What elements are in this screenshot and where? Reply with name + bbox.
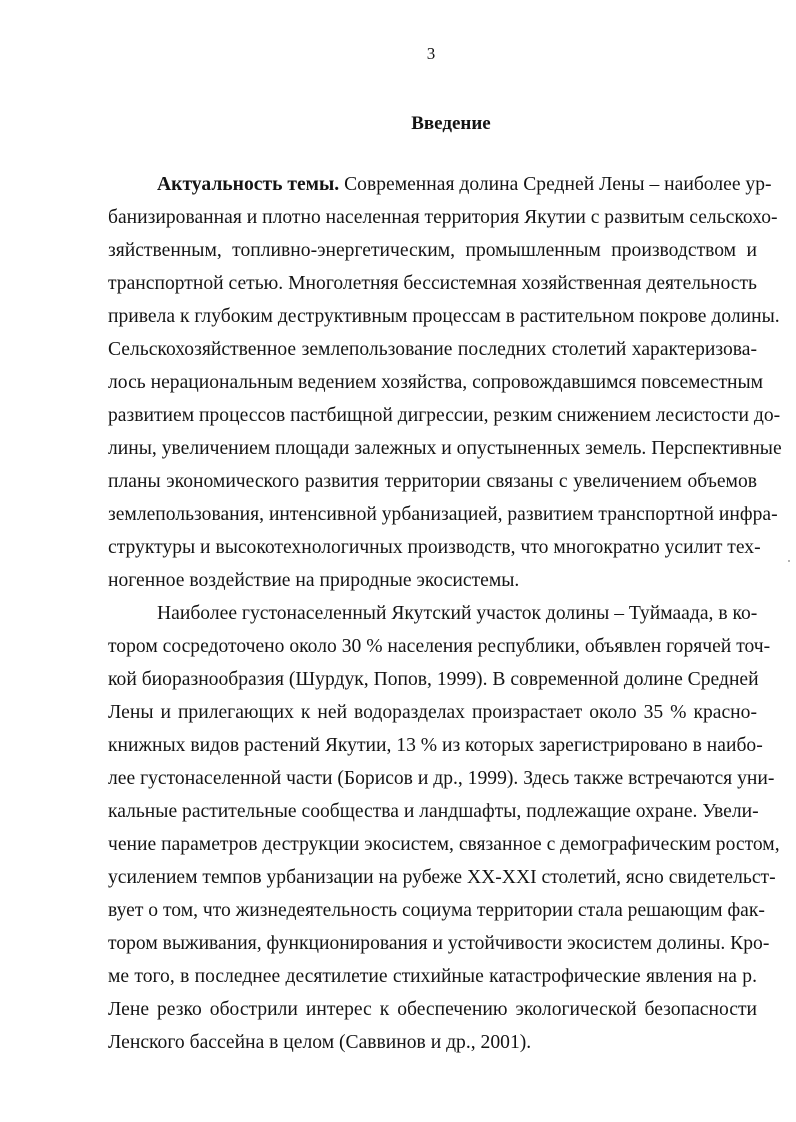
paragraph-line: банизированная и плотно населенная территория Якутии с развитым сельскохо-	[108, 207, 778, 228]
paragraph-line: Сельскохозяйственное землепользование последних столетий характеризова-	[108, 339, 757, 360]
paragraph-line: вует о том, что жизнедеятельность социума территории стала решающим фак-	[108, 900, 765, 921]
paragraph-line: ногенное воздействие на природные экосистемы.	[108, 570, 520, 591]
paragraph-line: лее густонаселенной части (Борисов и др., 1999). Здесь также встречаются уни-	[108, 768, 775, 789]
paragraph-line: чение параметров деструкции экосистем, связанное с демографическим ростом,	[108, 834, 780, 855]
paragraph-line: зяйственным, топливно-энергетическим, промышленным производством и	[108, 240, 757, 261]
page-number: 3	[426, 44, 436, 63]
paragraph-line: лины, увеличением площади залежных и опустыненных земель. Перспективные	[108, 438, 782, 459]
section-heading: Введение	[411, 113, 491, 134]
paragraph-line: развитием процессов пастбищной дигрессии, резким снижением лесистости до-	[108, 405, 781, 426]
paragraph-line: Лены и прилегающих к ней водоразделах произрастает около 35 % красно-	[108, 702, 757, 723]
scan-artifact	[788, 560, 790, 562]
paragraph-line: тором сосредоточено около 30 % населения республики, объявлен горячей точ-	[108, 636, 771, 657]
paragraph-line: Ленского бассейна в целом (Саввинов и др., 2001).	[108, 1032, 532, 1053]
paragraph-line: кальные растительные сообщества и ландшафты, подлежащие охране. Увели-	[108, 801, 759, 822]
paragraph-line: Актуальность темы. Современная долина Средней Лены – наиболее ур-	[157, 174, 772, 195]
paragraph-line: Лене резко обострили интерес к обеспечению экологической безопасности	[108, 999, 757, 1020]
paragraph-line: усилением темпов урбанизации на рубеже XX-XXI столетий, ясно свидетельст-	[108, 867, 776, 888]
paragraph-line: кой биоразнообразия (Шурдук, Попов, 1999). В современной долине Средней	[108, 669, 759, 690]
paragraph-line: тором выживания, функционирования и устойчивости экосистем долины. Кро-	[108, 933, 770, 954]
paragraph-line: планы экономического развития территории связаны с увеличением объемов	[108, 471, 757, 492]
paragraph-line: книжных видов растений Якутии, 13 % из которых зарегистрировано в наибо-	[108, 735, 763, 756]
paragraph-line: Наиболее густонаселенный Якутский участок долины – Туймаада, в ко-	[157, 603, 758, 624]
paragraph-line: лось нерациональным ведением хозяйства, сопровождавшимся повсеместным	[108, 372, 764, 393]
paragraph-line: землепользования, интенсивной урбанизацией, развитием транспортной инфра-	[108, 504, 778, 525]
paragraph-line: ме того, в последнее десятилетие стихийные катастрофические явления на р.	[108, 966, 757, 987]
paragraph-line: структуры и высокотехнологичных производств, что многократно усилит тех-	[108, 537, 761, 558]
paragraph-line: привела к глубоким деструктивным процессам в растительном покрове долины.	[108, 306, 780, 327]
paragraph-line: транспортной сетью. Многолетняя бессистемная хозяйственная деятельность	[108, 273, 757, 294]
lead-term: Актуальность темы.	[157, 174, 340, 195]
